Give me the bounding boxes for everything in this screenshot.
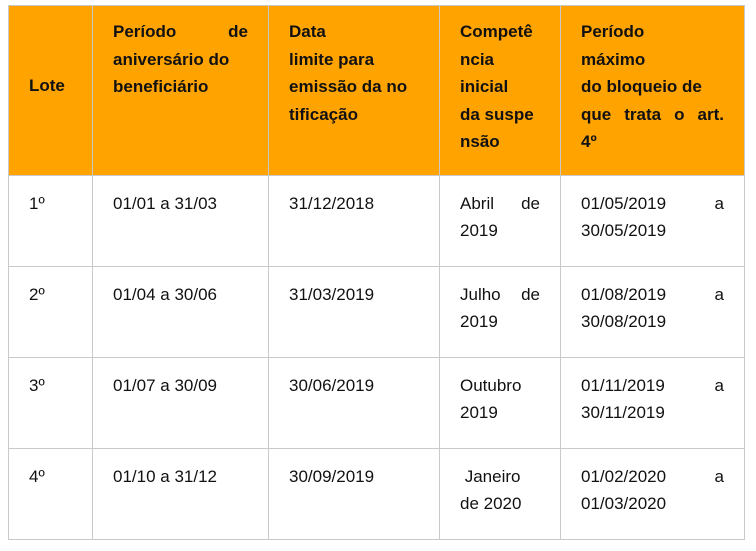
cell-competencia — [440, 176, 561, 267]
header-bloqueio-line: 4º — [581, 132, 597, 151]
header-bloqueio-line: do bloqueio de — [581, 77, 702, 96]
cell-bloqueio-line: 30/05/2019 — [581, 221, 667, 240]
header-data-line: Data — [289, 22, 326, 41]
cell-lote: 1º — [9, 176, 93, 267]
cell-bloqueio-line: 01/05/2019 a — [581, 194, 724, 213]
header-competencia-line: Competê — [460, 22, 533, 41]
cell-bloqueio-line: 01/11/2019 a — [581, 376, 724, 395]
header-competencia-line: inicial — [460, 77, 509, 96]
cell-data-limite: 30/09/2019 — [269, 449, 440, 540]
header-periodo-line: beneficiário — [113, 77, 209, 96]
cell-data-limite: 30/06/2019 — [269, 358, 440, 449]
header-periodo-bloqueio — [561, 6, 745, 176]
header-competencia-line: da suspe — [460, 104, 534, 124]
header-data-limite — [269, 6, 440, 176]
cell-periodo: 01/01 a 31/03 — [93, 176, 269, 267]
cell-periodo: 01/10 a 31/12 — [93, 449, 269, 540]
cell-periodo: 01/04 a 30/06 — [93, 267, 269, 358]
header-row — [9, 6, 745, 176]
header-data-line: tificação — [289, 104, 358, 124]
cell-data-limite: 31/03/2019 — [269, 267, 440, 358]
cell-competencia-line: de 2020 — [460, 494, 522, 513]
table-row — [9, 176, 745, 267]
header-bloqueio-line: máximo — [581, 49, 646, 69]
cell-bloqueio-line: 01/03/2020 — [581, 494, 667, 513]
table-row — [9, 449, 745, 540]
table-row — [9, 358, 745, 449]
cell-periodo: 01/07 a 30/09 — [93, 358, 269, 449]
table-header — [9, 6, 745, 176]
cell-bloqueio — [561, 267, 745, 358]
header-bloqueio-line: Período — [581, 22, 645, 41]
header-periodo-line: aniversário do — [113, 49, 230, 69]
table-body — [9, 176, 745, 540]
header-periodo-aniversario — [93, 6, 269, 176]
cell-competencia-line: Abril de — [460, 194, 540, 213]
header-bloqueio-line: que trata o art. — [581, 104, 724, 124]
header-competencia — [440, 6, 561, 176]
header-competencia-line: ncia — [460, 49, 495, 69]
cell-bloqueio-line: 30/08/2019 — [581, 312, 667, 331]
cell-data-limite: 31/12/2018 — [269, 176, 440, 267]
cell-bloqueio — [561, 449, 745, 540]
cell-lote: 3º — [9, 358, 93, 449]
cell-bloqueio — [561, 358, 745, 449]
cell-bloqueio — [561, 176, 745, 267]
cell-bloqueio-line: 30/11/2019 — [581, 403, 665, 422]
cell-bloqueio-line: 01/02/2020 a — [581, 467, 724, 486]
cell-lote: 4º — [9, 449, 93, 540]
header-periodo-line: Período de — [113, 22, 248, 41]
header-competencia-line: nsão — [460, 132, 500, 151]
cell-competencia-line: Janeiro — [460, 467, 521, 486]
header-data-line: emissão da no — [289, 77, 408, 96]
cell-competencia-line: 2019 — [460, 221, 498, 240]
cell-lote: 2º — [9, 267, 93, 358]
suspension-schedule-table — [8, 5, 745, 540]
cell-competencia-line: Julho de — [460, 285, 540, 304]
cell-bloqueio-line: 01/08/2019 a — [581, 285, 724, 304]
cell-competencia-line: 2019 — [460, 312, 498, 331]
header-lote: Lote — [9, 6, 93, 176]
cell-competencia-line: Outubro — [460, 376, 522, 395]
table-row — [9, 267, 745, 358]
header-data-line: limite para — [289, 49, 375, 69]
cell-competencia — [440, 267, 561, 358]
cell-competencia — [440, 358, 561, 449]
cell-competencia-line: 2019 — [460, 403, 498, 422]
cell-competencia — [440, 449, 561, 540]
